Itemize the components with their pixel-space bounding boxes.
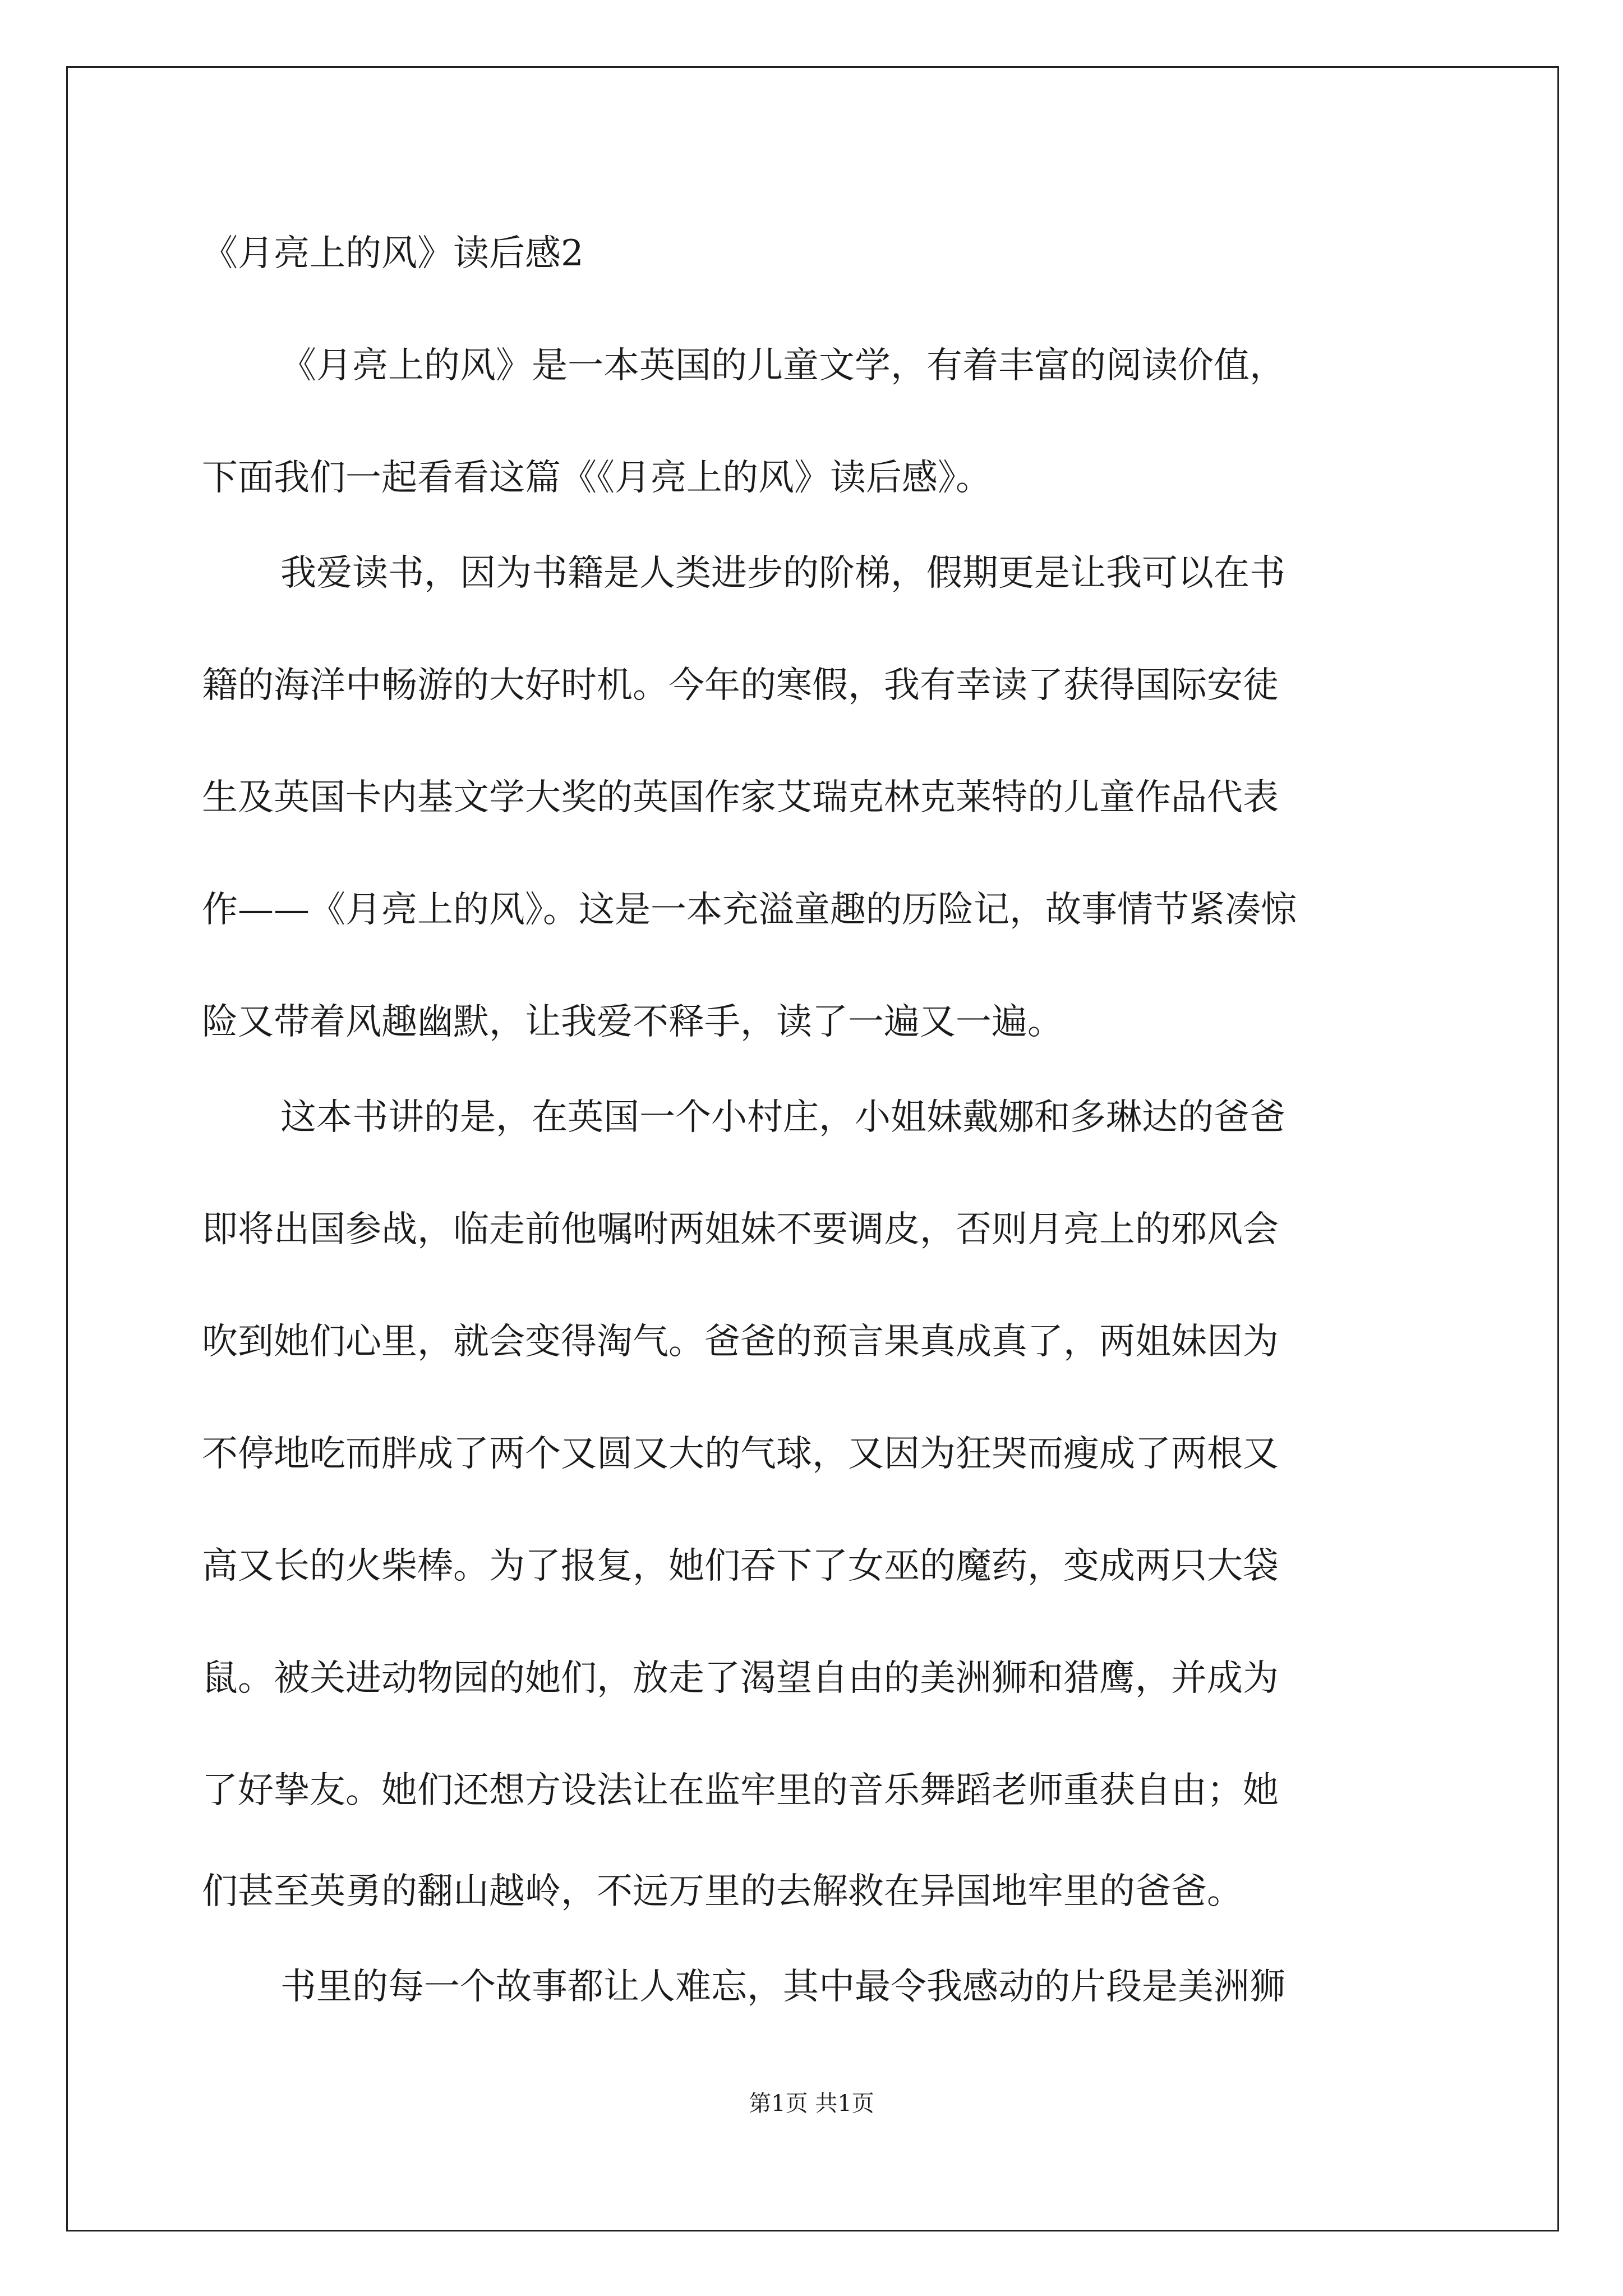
- body-line: 作——《月亮上的风》。这是一本充溢童趣的历险记，故事情节紧凑惊: [202, 889, 1297, 931]
- body-line: 《月亮上的风》是一本英国的儿童文学，有着丰富的阅读价值，: [280, 345, 1285, 386]
- body-line: 生及英国卡内基文学大奖的英国作家艾瑞克林克莱特的儿童作品代表: [202, 777, 1279, 818]
- body-line: 下面我们一起看看这篇《《月亮上的风》读后感》。: [202, 457, 992, 499]
- body-line: 籍的海洋中畅游的大好时机。今年的寒假，我有幸读了获得国际安徒: [202, 665, 1279, 706]
- page-number: 第1页 共1页: [749, 2091, 874, 2116]
- body-line: 吹到她们心里，就会变得淘气。爸爸的预言果真成真了，两姐妹因为: [202, 1321, 1279, 1363]
- body-line: 高又长的火柴棒。为了报复，她们吞下了女巫的魔药，变成两只大袋: [202, 1545, 1279, 1587]
- body-line: 不停地吃而胖成了两个又圆又大的气球，又因为狂哭而瘦成了两根又: [202, 1433, 1279, 1475]
- body-line: 鼠。被关进动物园的她们，放走了渴望自由的美洲狮和猎鹰，并成为: [202, 1658, 1279, 1699]
- body-line: 即将出国参战，临走前他嘱咐两姐妹不要调皮，否则月亮上的邪风会: [202, 1209, 1279, 1250]
- body-line: 了好挚友。她们还想方设法让在监牢里的音乐舞蹈老师重获自由；她: [202, 1770, 1279, 1811]
- body-line: 险又带着风趣幽默，让我爱不释手，读了一遍又一遍。: [202, 1001, 1063, 1043]
- body-line: 们甚至英勇的翻山越岭，不远万里的去解救在异国地牢里的爸爸。: [202, 1871, 1243, 1912]
- body-line: 这本书讲的是，在英国一个小村庄，小姐妹戴娜和多琳达的爸爸: [280, 1097, 1285, 1138]
- body-line: 书里的每一个故事都让人难忘，其中最令我感动的片段是美洲狮: [280, 1966, 1285, 2008]
- body-line: 我爱读书，因为书籍是人类进步的阶梯，假期更是让我可以在书: [280, 553, 1285, 594]
- document-title: 《月亮上的风》读后感2: [202, 233, 584, 274]
